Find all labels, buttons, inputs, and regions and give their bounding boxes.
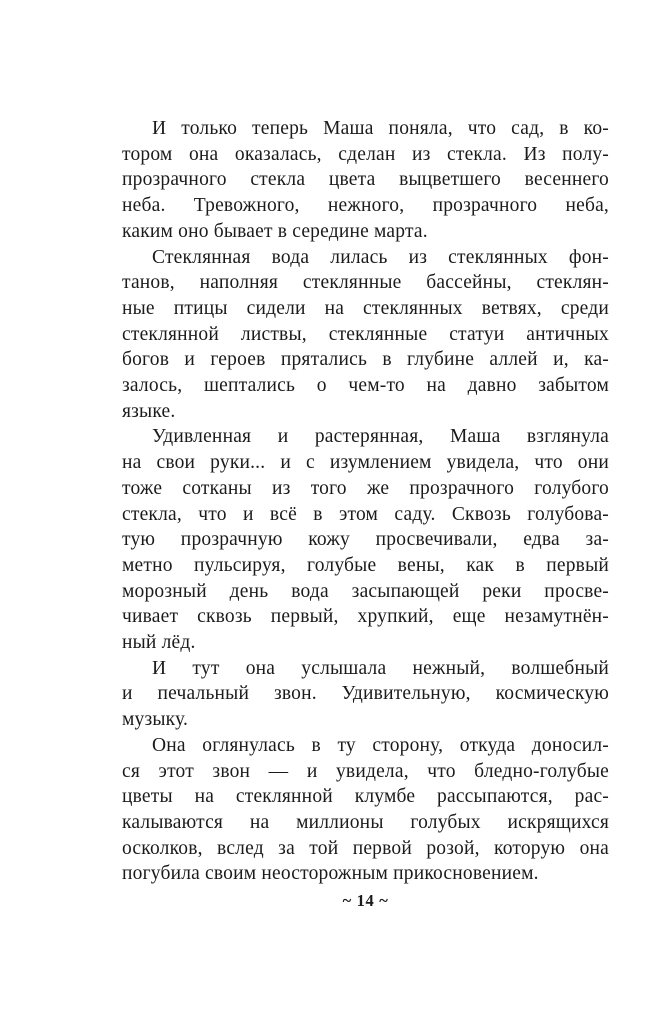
text-line: языке. — [122, 400, 176, 422]
text-line: тоже сотканы из того же прозрачного голубого — [122, 477, 609, 499]
text-line: погубила своим неосторожным прикосновением. — [122, 863, 539, 885]
paragraph — [122, 656, 609, 733]
text-line: на свои руки... и с изумлением увидела, что они — [122, 452, 609, 474]
paragraph — [122, 116, 609, 245]
page-number: ~ 14 ~ — [342, 891, 389, 910]
text-line: тую прозрачную кожу просвечивали, едва за- — [122, 529, 609, 551]
text-line: калываются на миллионы голубых искрящихся — [122, 811, 609, 833]
text-line: богов и героев прятались в глубине аллей и, ка- — [122, 349, 609, 371]
text-line: стекла, что и всё в этом саду. Сквозь голубова- — [122, 503, 609, 525]
paragraph — [122, 733, 609, 887]
text-line: Стеклянная вода лилась из стеклянных фон- — [152, 246, 609, 268]
text-line: морозный день вода засыпающей реки просве- — [122, 580, 609, 602]
text-line: цветы на стеклянной клумбе рассыпаются, рас- — [122, 786, 609, 808]
text-line: осколков, вслед за той первой розой, которую она — [122, 837, 609, 859]
paragraph — [122, 424, 609, 655]
text-line: ся этот звон — и увидела, что бледно-голубые — [122, 760, 609, 782]
page-text — [122, 116, 609, 887]
text-line: и печальный звон. Удивительную, космическую — [122, 683, 609, 705]
text-line: И тут она услышала нежный, волшебный — [152, 657, 609, 679]
text-line: танов, наполняя стеклянные бассейны, стеклян- — [122, 272, 609, 294]
text-line: Удивленная и растерянная, Маша взглянула — [152, 426, 609, 448]
text-line: неба. Тревожного, нежного, прозрачного неба, — [122, 195, 609, 217]
text-line: метно пульсируя, голубые вены, как в первый — [122, 554, 609, 576]
text-line: ный лёд. — [122, 632, 196, 654]
text-line: чивает сквозь первый, хрупкий, еще незамутнён- — [122, 606, 609, 628]
paragraph — [122, 245, 609, 425]
text-line: музыку. — [122, 709, 189, 731]
text-line: залось, шептались о чем-то на давно забытом — [122, 375, 609, 397]
text-line: каким оно бывает в середине марта. — [122, 220, 428, 242]
text-line: стеклянной листвы, стеклянные статуи античных — [122, 323, 609, 345]
text-line: тором она оказалась, сделан из стекла. Из полу- — [122, 143, 609, 165]
text-line: ные птицы сидели на стеклянных ветвях, среди — [122, 297, 609, 319]
text-line: прозрачного стекла цвета выцветшего весеннего — [122, 169, 609, 191]
text-line: Она оглянулась в ту сторону, откуда доносил- — [152, 734, 609, 756]
text-line: И только теперь Маша поняла, что сад, в ко- — [152, 118, 609, 139]
